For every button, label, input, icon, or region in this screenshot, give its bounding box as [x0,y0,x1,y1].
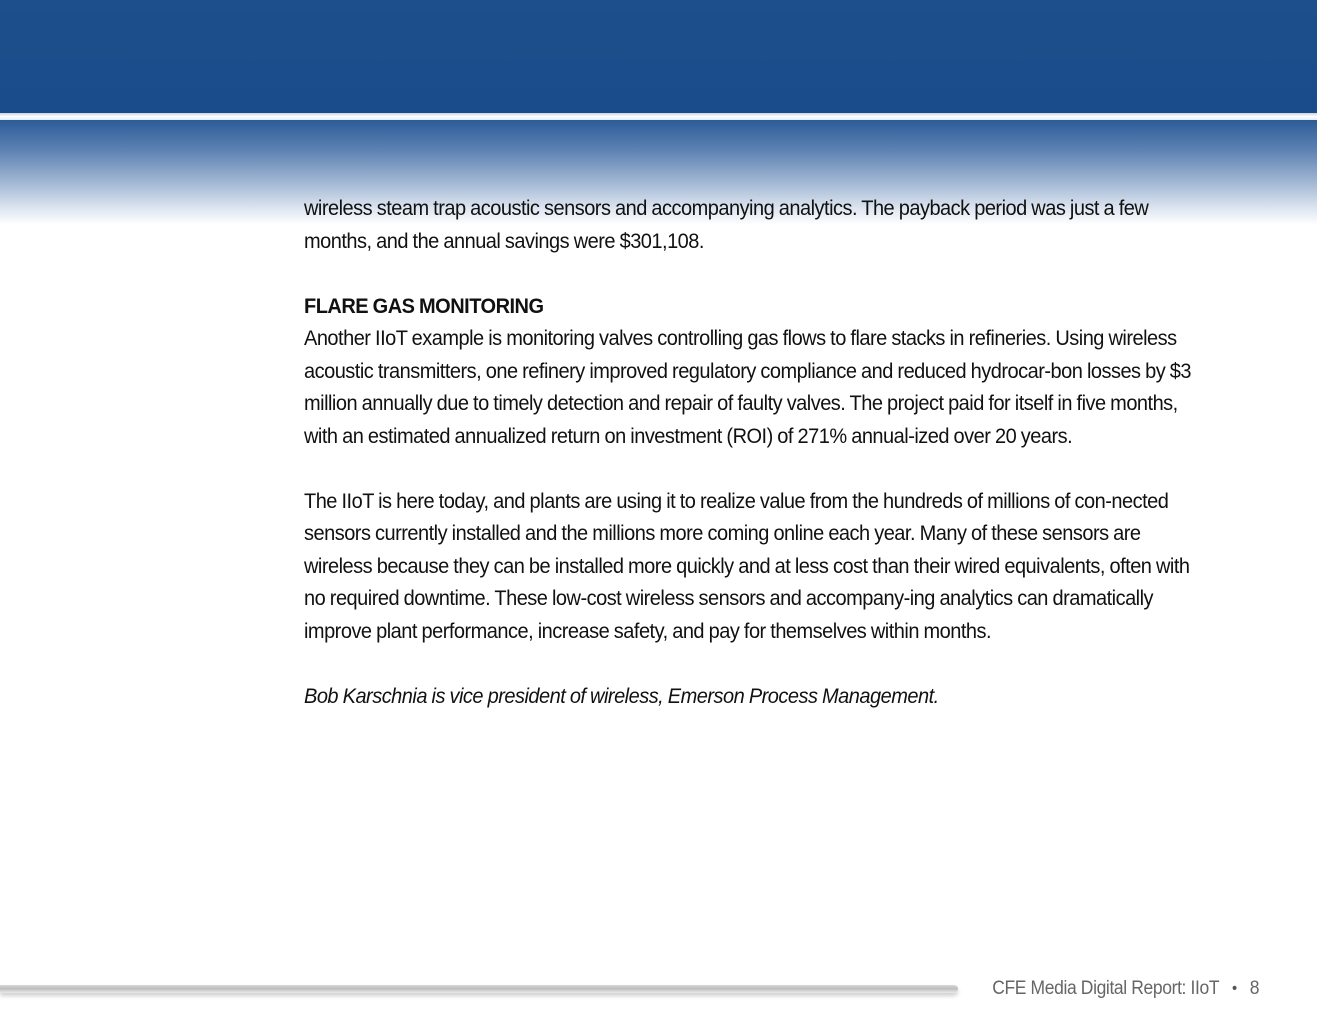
flare-gas-paragraph: Another IIoT example is monitoring valves controlling gas flows to flare stacks in refineries. Using wireless acoustic transmitters, one refinery improved regulatory compliance and reduced hydrocar-bon losses by $3 million annually due to timely detection and repair of faulty valves. The project paid for itself in five months, with an estimated annualized return on investment (ROI) of 271% annual-ized over 20 years. [304,326,1192,448]
intro-paragraph: wireless steam trap acoustic sensors and accompanying analytics. The payback period was just a few months, and the annual savings were $301,108. [304,196,1149,253]
report-title: CFE Media Digital Report: IIoT [992,978,1220,999]
page-footer [992,978,1259,1000]
section-heading: FLARE GAS MONITORING [304,293,544,318]
footer-rule [0,985,958,993]
author-bio: Bob Karschnia is vice president of wireless, Emerson Process Management. [304,683,939,708]
page-number: 8 [1249,978,1259,999]
closing-paragraph: The IIoT is here today, and plants are using it to realize value from the hundreds of millions of con-nected sensors currently installed and the millions more coming online each year. Many of these sensors are wireless because they can be installed more quickly and at less cost than their wired equivalents, often with no required downtime. These low-cost wireless sensors and accompany-ing analytics can dramatically improve plant performance, increase safety, and pay for themselves within months. [304,488,1190,643]
header-banner [0,0,1317,113]
article-body [304,192,1197,712]
bullet-separator: • [1231,980,1237,997]
header-divider [0,113,1317,120]
